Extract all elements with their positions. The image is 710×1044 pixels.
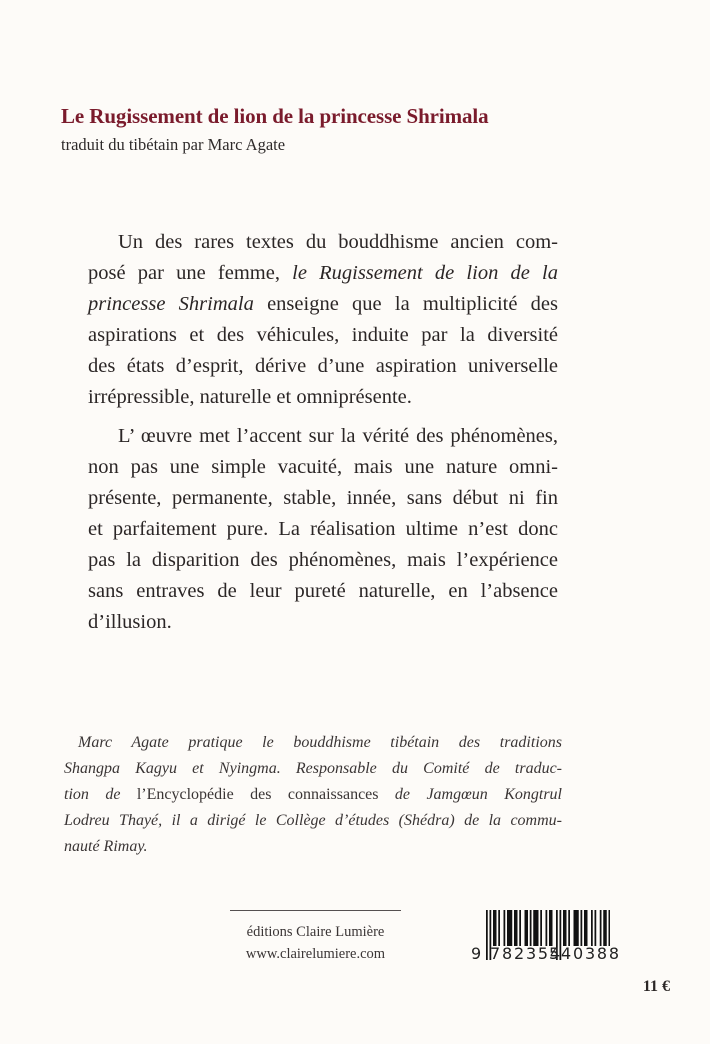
barcode-bar [546,910,548,946]
publisher-block [230,921,401,965]
roman-text: l’Encyclopédie des connaissances [136,786,379,803]
barcode-bar [514,910,518,946]
italic-text: le Rugissement de lion de la [292,262,558,284]
text-line [88,351,558,382]
barcode-bar [498,910,500,946]
barcode-bar [504,910,506,946]
barcode-bar [609,910,611,946]
barcode-bar [533,910,538,946]
barcode-bar [568,910,570,946]
translator-credit: traduit du tibétain par Marc Agate [61,135,286,154]
text-line [88,258,558,289]
text-line: sans entraves de leur pureté naturelle, en l’absence [88,580,558,602]
italic-text: Lodreu Thayé, il a dirigé le Collège d’études (Shédra) de la commu- [64,812,562,829]
text-line: pas la disparition des phénomènes, mais l’expérience [88,549,558,571]
italic-text: tion de [64,786,137,803]
publisher-website[interactable]: www.clairelumiere.com [245,946,386,962]
publisher-divider [230,910,401,911]
text-line [88,382,558,413]
bio-line [64,808,562,834]
barcode-bar [584,910,588,946]
publisher-name: éditions Claire Lumière [246,924,385,940]
barcode-first-digit: 9 [471,944,483,963]
text-segment: irrépressible, naturelle et omniprésente. [88,386,412,408]
text-line [88,289,558,320]
text-line: et parfaitement pure. La réalisation ultime n’est donc [88,518,558,540]
text-segment: aspirations et des véhicules, induite par la diversité [88,324,558,346]
barcode-bar [581,910,583,946]
price: 11 € [642,978,670,995]
barcode-bar [493,910,497,946]
barcode-bar [574,910,579,946]
text-line [88,227,558,258]
barcode-bar [600,910,602,946]
text-segment: des états d’esprit, dérive d’une aspiration universelle [88,355,558,377]
bio-line [64,756,562,782]
italic-text: de Jamgœun Kongtrul [378,786,562,803]
barcode-bar [486,910,488,960]
barcode-bar [540,910,542,946]
barcode-right-digits: 540388 [549,944,621,963]
description-paragraph-2 [88,421,558,638]
barcode-bar [563,910,567,946]
bio-line [64,834,562,860]
text-line: L’ œuvre met l’accent sur la vérité des phénomènes, [118,425,558,447]
italic-text: princesse Shrimala [88,293,254,315]
barcode-bar [595,910,597,946]
text-line [88,320,558,351]
barcode-bar [507,910,512,946]
barcode-bar [519,910,521,946]
text-line: d’illusion. [88,611,172,633]
description-paragraph-1 [88,227,558,413]
text-segment: enseigne que la multiplicité des [253,293,558,315]
author-bio [64,730,562,860]
barcode-left-digits: 782354 [490,944,562,963]
barcode-bar [525,910,529,946]
barcode-bar [591,910,593,946]
barcode-bar [530,910,532,946]
text-segment: Un des rares textes du bouddhisme ancien com- [118,231,558,253]
italic-text: Marc Agate pratique le bouddhisme tibétain des traditions [78,734,562,751]
barcode-bar [549,910,553,946]
italic-text: Shangpa Kagyu et Nyingma. Responsable du Comité de traduc- [64,760,562,777]
barcode-bar [603,910,607,946]
bio-line [64,730,562,756]
text-line: présente, permanente, stable, innée, sans début ni fin [88,487,558,509]
text-line: non pas une simple vacuité, mais une nature omni- [88,456,558,478]
book-title: Le Rugissement de lion de la princesse Shrimala [61,104,489,128]
bio-line [64,782,562,808]
italic-text: nauté Rimay. [64,838,148,855]
text-segment: posé par une femme, [88,262,293,284]
